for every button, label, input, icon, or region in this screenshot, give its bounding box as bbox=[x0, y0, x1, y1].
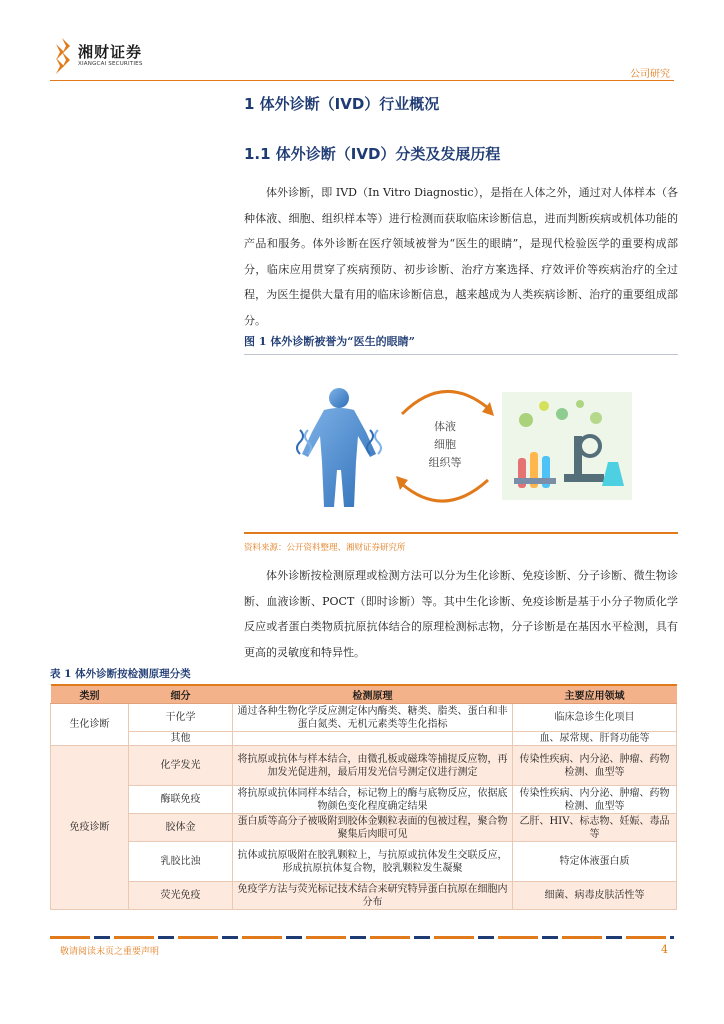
footer-disclaimer: 敬请阅读末页之重要声明 bbox=[60, 947, 160, 957]
figure-illustration bbox=[244, 362, 678, 530]
table-header-category: 类别 bbox=[51, 685, 129, 704]
application-cell: 乙肝、HIV、标志物、妊娠、毒品等 bbox=[513, 814, 677, 842]
table-title: 表 1 体外诊断按检测原理分类 bbox=[50, 668, 191, 680]
table-row bbox=[51, 842, 677, 882]
application-cell: 临床急诊生化项目 bbox=[513, 704, 677, 732]
brand-logo bbox=[52, 38, 143, 74]
brand-mark-icon bbox=[52, 38, 72, 74]
subcategory-cell: 胶体金 bbox=[129, 814, 233, 842]
subcategory-cell: 荧光免疫 bbox=[129, 882, 233, 910]
figure-title: 图 1 体外诊断被誉为“医生的眼睛” bbox=[244, 335, 415, 348]
application-cell: 特定体液蛋白质 bbox=[513, 842, 677, 882]
classification-paragraph: 体外诊断按检测原理或检测方法可以分为生化诊断、免疫诊断、分子诊断、微生物诊断、血液诊断、POCT（即时诊断）等。其中生化诊断、免疫诊断是基于小分子物质化学反应或者蛋白类物质抗原抗体结合的原理检测标志物，分子诊断是在基因水平检测，具有更高的灵敏度和特异性。 bbox=[244, 569, 678, 659]
section-title: 1 体外诊断（IVD）行业概况 bbox=[244, 95, 440, 113]
application-cell: 传染性疾病、内分泌、肿瘤、药物检测、血型等 bbox=[513, 786, 677, 814]
application-cell: 血、尿常规、肝肾功能等 bbox=[513, 732, 677, 746]
subsection-title: 1.1 体外诊断（IVD）分类及发展历程 bbox=[244, 145, 501, 163]
principle-cell: 将抗原或抗体与样本结合，由微孔板或磁珠等捕捉反应物，再加发光促进剂，最后用发光信号测定仪进行测定 bbox=[233, 746, 513, 786]
table-row bbox=[51, 732, 677, 746]
subcategory-cell: 酶联免疫 bbox=[129, 786, 233, 814]
table-row bbox=[51, 704, 677, 732]
figure-label-1: 体液 bbox=[434, 420, 456, 433]
human-body-icon bbox=[302, 388, 376, 507]
subcategory-cell: 干化学 bbox=[129, 704, 233, 732]
header-divider bbox=[50, 80, 674, 81]
intro-paragraph: 体外诊断，即 IVD（In Vitro Diagnostic），是指在人体之外，通过对人体样本（各种体液、细胞、组织样本等）进行检测而获取临床诊断信息，进而判断疾病或机体功能的产品和服务。体外诊断在医疗领域被誉为“医生的眼睛”，是现代检验医学的重要构成部分，临床应用贯穿了疾病预防、初步诊断、治疗方案选择、疗效评价等疾病治疗的全过程，为医生提供大量有用的临床诊断信息，越来越成为人类疾病诊断、治疗的重要组成部分。 bbox=[244, 186, 678, 327]
page-number: 4 bbox=[661, 943, 668, 956]
subcategory-cell: 乳胶比浊 bbox=[129, 842, 233, 882]
report-type-label: 公司研究 bbox=[630, 69, 670, 80]
brand-name-en: XIANGCAI SECURITIES bbox=[78, 60, 143, 67]
laboratory-icon bbox=[502, 392, 632, 500]
figure-top-rule bbox=[244, 354, 678, 355]
category-cell: 生化诊断 bbox=[51, 704, 129, 746]
table-row bbox=[51, 746, 677, 786]
principle-cell: 将抗原或抗体同样本结合，标记物上的酶与底物反应，依据底物颜色变化程度确定结果 bbox=[233, 786, 513, 814]
application-cell: 传染性疾病、内分泌、肿瘤、药物检测、血型等 bbox=[513, 746, 677, 786]
table-row bbox=[51, 814, 677, 842]
subcategory-cell: 其他 bbox=[129, 732, 233, 746]
principle-cell: 免疫学方法与荧光标记技术结合来研究特异蛋白抗原在细胞内分布 bbox=[233, 882, 513, 910]
footer-divider bbox=[50, 936, 674, 939]
principle-cell: 蛋白质等高分子被吸附到胶体金颗粒表面的包被过程，聚合物聚集后肉眼可见 bbox=[233, 814, 513, 842]
table-header-principle: 检测原理 bbox=[233, 685, 513, 704]
figure-bottom-rule bbox=[244, 532, 678, 534]
principle-cell bbox=[233, 732, 513, 746]
table-header-application: 主要应用领域 bbox=[513, 685, 677, 704]
table-row bbox=[51, 786, 677, 814]
application-cell: 细菌、病毒皮肤活性等 bbox=[513, 882, 677, 910]
figure-label-3: 组织等 bbox=[428, 456, 462, 469]
figure-source: 资料来源：公开资料整理、湘财证券研究所 bbox=[244, 543, 406, 553]
table-header-subcategory: 细分 bbox=[129, 685, 233, 704]
category-cell: 免疫诊断 bbox=[51, 746, 129, 910]
ivd-classification-table bbox=[50, 684, 677, 910]
table-row bbox=[51, 882, 677, 910]
principle-cell: 抗体或抗原吸附在胶乳颗粒上，与抗原或抗体发生交联反应，形成抗原抗体复合物，胶乳颗粒发生凝聚 bbox=[233, 842, 513, 882]
principle-cell: 通过各种生物化学反应测定体内酶类、糖类、脂类、蛋白和非蛋白氮类、无机元素类等生化指标 bbox=[233, 704, 513, 732]
brand-name: 湘财证券 bbox=[78, 42, 143, 61]
figure-label-2: 细胞 bbox=[434, 438, 456, 451]
subcategory-cell: 化学发光 bbox=[129, 746, 233, 786]
